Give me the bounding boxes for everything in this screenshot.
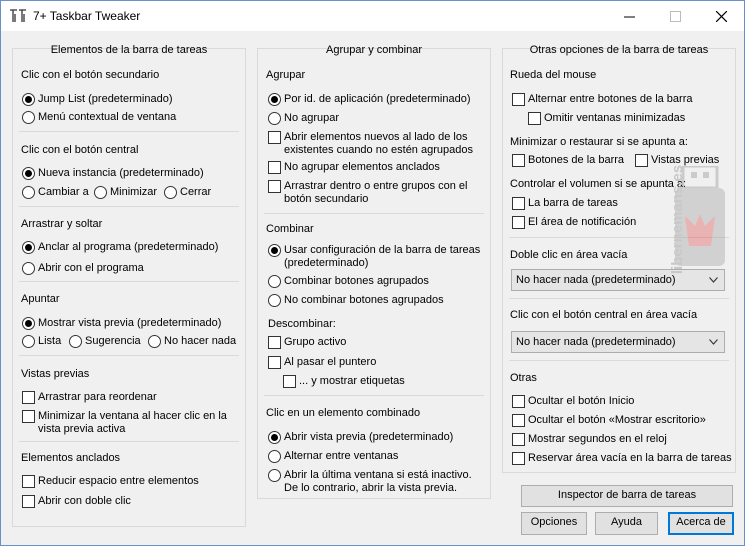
divider <box>19 131 239 132</box>
grouping-label: Agrupar <box>266 69 306 81</box>
check-drag-reorder[interactable]: Arrastrar para reordenar <box>22 391 157 404</box>
app-icon <box>9 8 27 24</box>
radio-indicator <box>22 262 35 275</box>
check-hide-start[interactable]: Ocultar el botón Inicio <box>512 395 634 408</box>
checkbox-indicator <box>268 336 281 349</box>
check-open-next-to[interactable]: Abrir elementos nuevos al lado de los existentes cuando no estén agrupados <box>268 131 483 157</box>
radio-cycle-windows[interactable]: Alternar entre ventanas <box>268 450 398 463</box>
radio-indicator <box>268 431 281 444</box>
others-label: Otras <box>510 372 537 384</box>
checkbox-indicator <box>268 131 281 144</box>
combined-click-label: Clic en un elemento combinado <box>266 407 421 419</box>
checkbox-indicator <box>22 391 35 404</box>
thumbnails-label: Vistas previas <box>21 368 90 380</box>
checkbox-indicator <box>512 452 525 465</box>
about-button[interactable]: Acerca de <box>668 512 734 535</box>
checkbox-indicator <box>22 410 35 423</box>
check-reserve-empty[interactable]: Reservar área vacía en la barra de tareas <box>512 452 732 465</box>
options-button[interactable]: Opciones <box>521 512 587 535</box>
check-drag-right-button[interactable]: Arrastrar dentro o entre grupos con el botón secundario <box>268 180 483 206</box>
radio-group-by-appid[interactable]: Por id. de aplicación (predeterminado) <box>268 93 471 106</box>
double-click-select[interactable]: No hacer nada (predeterminado) <box>511 269 725 291</box>
left-panel <box>12 44 246 527</box>
minimize-button[interactable] <box>606 1 652 31</box>
radio-use-taskbar-settings[interactable]: Usar configuración de la barra de tareas (predeterminado) <box>268 244 483 270</box>
checkbox-indicator <box>512 414 525 427</box>
radio-indicator <box>22 93 35 106</box>
check-hide-show-desktop[interactable]: Ocultar el botón «Mostrar escritorio» <box>512 414 706 427</box>
radio-pin-to-program[interactable]: Anclar al programa (predeterminado) <box>22 241 218 254</box>
help-button[interactable]: Ayuda <box>595 512 658 535</box>
checkbox-indicator <box>512 433 525 446</box>
radio-indicator <box>22 335 35 348</box>
chevron-down-icon <box>709 339 718 345</box>
check-volume-tray[interactable]: El área de notificación <box>512 216 636 229</box>
title-bar <box>1 1 744 31</box>
secondary-click-label: Clic con el botón secundario <box>21 69 160 81</box>
pinned-label: Elementos anclados <box>21 452 121 464</box>
check-no-group-pinned[interactable]: No agrupar elementos anclados <box>268 161 440 174</box>
radio-do-nothing[interactable]: No hacer nada <box>148 335 236 348</box>
divider <box>19 355 239 356</box>
radio-indicator <box>164 186 177 199</box>
checkbox-indicator <box>512 216 525 229</box>
check-cycle-buttons[interactable]: Alternar entre botones de la barra <box>512 93 693 106</box>
radio-close[interactable]: Cerrar <box>164 186 211 199</box>
decombine-label: Descombinar: <box>268 318 336 330</box>
check-reduce-spacing[interactable]: Reducir espacio entre elementos <box>22 475 199 488</box>
minimize-icon <box>624 11 635 22</box>
radio-indicator <box>22 111 35 124</box>
radio-indicator <box>268 275 281 288</box>
middle-click-label: Clic con el botón central <box>21 144 139 156</box>
radio-tooltip[interactable]: Sugerencia <box>69 335 141 348</box>
check-volume-taskbar[interactable]: La barra de tareas <box>512 197 618 210</box>
radio-jump-list[interactable]: Jump List (predeterminado) <box>22 93 173 106</box>
radio-context-menu[interactable]: Menú contextual de ventana <box>22 111 176 124</box>
radio-no-combine[interactable]: No combinar botones agrupados <box>268 294 444 307</box>
radio-indicator <box>22 317 35 330</box>
drag-drop-label: Arrastrar y soltar <box>21 218 103 230</box>
radio-open-last-window[interactable]: Abrir la última ventana si está inactivo. De lo contrario, abrir la vista previa. <box>268 469 483 495</box>
divider <box>509 360 729 361</box>
radio-no-group[interactable]: No agrupar <box>268 112 339 125</box>
radio-indicator <box>22 241 35 254</box>
check-minimize-active[interactable]: Minimizar la ventana al hacer clic en la vista previa activa <box>22 410 232 436</box>
check-show-seconds[interactable]: Mostrar segundos en el reloj <box>512 433 667 446</box>
radio-new-instance[interactable]: Nueva instancia (predeterminado) <box>22 167 204 180</box>
mouse-wheel-label: Rueda del mouse <box>510 69 597 81</box>
divider <box>19 206 239 207</box>
maximize-button[interactable] <box>652 1 698 31</box>
radio-indicator <box>94 186 107 199</box>
divider <box>264 213 484 214</box>
radio-indicator <box>268 294 281 307</box>
radio-indicator <box>268 450 281 463</box>
radio-minimize[interactable]: Minimizar <box>94 186 157 199</box>
radio-open-preview[interactable]: Abrir vista previa (predeterminado) <box>268 431 453 444</box>
middle-click-empty-select[interactable]: No hacer nada (predeterminado) <box>511 331 725 353</box>
radio-show-preview[interactable]: Mostrar vista previa (predeterminado) <box>22 317 221 330</box>
check-active-group[interactable]: Grupo activo <box>268 336 346 349</box>
volume-label: Controlar el volumen si se apunta a: <box>510 178 687 190</box>
check-taskbar-buttons[interactable]: Botones de la barra <box>512 154 624 167</box>
checkbox-indicator <box>268 161 281 174</box>
watermark-text: libernemans.es <box>669 164 687 275</box>
right-panel-title: Otras opciones de la barra de tareas <box>529 44 709 56</box>
checkbox-indicator <box>528 112 541 125</box>
radio-indicator <box>268 93 281 106</box>
radio-combine-grouped[interactable]: Combinar botones agrupados <box>268 275 429 288</box>
minimize-restore-label: Minimizar o restaurar si se apunta a: <box>510 136 688 148</box>
checkbox-indicator <box>283 375 296 388</box>
radio-indicator <box>268 112 281 125</box>
radio-indicator <box>268 469 281 482</box>
hover-label: Apuntar <box>21 293 60 305</box>
window-title: 7+ Taskbar Tweaker <box>33 9 141 23</box>
maximize-icon <box>670 11 681 22</box>
check-on-hover[interactable]: Al pasar el puntero <box>268 356 376 369</box>
radio-indicator <box>69 335 82 348</box>
checkbox-indicator <box>268 356 281 369</box>
double-click-label: Doble clic en área vacía <box>510 249 628 261</box>
checkbox-indicator <box>22 495 35 508</box>
radio-open-with[interactable]: Abrir con el programa <box>22 262 144 275</box>
middle-click-empty-label: Clic con el botón central en área vacía <box>510 309 698 321</box>
radio-switch-to[interactable]: Cambiar a <box>22 186 89 199</box>
checkbox-indicator <box>22 475 35 488</box>
radio-indicator <box>22 186 35 199</box>
close-icon <box>716 11 727 22</box>
middle-panel-title: Agrupar y combinar <box>326 44 422 56</box>
checkbox-indicator <box>635 154 648 167</box>
radio-indicator <box>268 244 281 257</box>
divider <box>19 281 239 282</box>
radio-list[interactable]: Lista <box>22 335 61 348</box>
chevron-down-icon <box>709 277 718 283</box>
radio-indicator <box>22 167 35 180</box>
check-thumbnails[interactable]: Vistas previas <box>635 154 719 167</box>
radio-indicator <box>148 335 161 348</box>
checkbox-indicator <box>512 93 525 106</box>
checkbox-indicator <box>512 395 525 408</box>
middle-panel <box>257 44 491 499</box>
left-panel-title: Elementos de la barra de tareas <box>50 44 208 56</box>
combining-label: Combinar <box>266 223 314 235</box>
check-skip-minimized[interactable]: Omitir ventanas minimizadas <box>528 112 685 125</box>
divider <box>509 298 729 299</box>
checkbox-indicator <box>268 180 281 193</box>
close-button[interactable] <box>698 1 744 31</box>
inspector-button[interactable]: Inspector de barra de tareas <box>521 485 733 507</box>
divider <box>264 395 484 396</box>
check-show-labels[interactable]: ... y mostrar etiquetas <box>283 375 405 388</box>
check-double-click-open[interactable]: Abrir con doble clic <box>22 495 131 508</box>
checkbox-indicator <box>512 197 525 210</box>
divider <box>19 441 239 442</box>
checkbox-indicator <box>512 154 525 167</box>
